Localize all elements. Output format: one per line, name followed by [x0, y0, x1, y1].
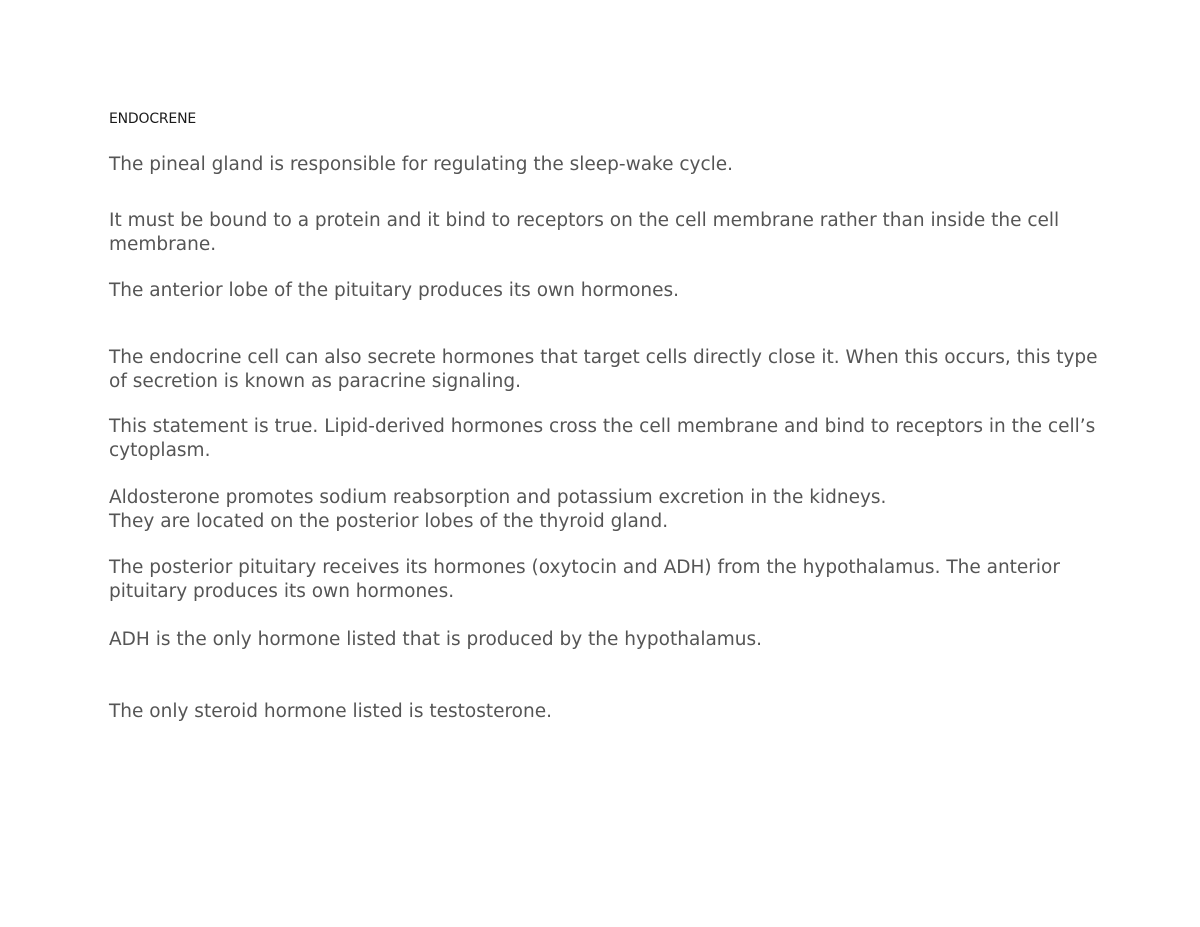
- answer-paragraph: Aldosterone promotes sodium reabsorption and potassium excretion in the kidneys.: [109, 487, 887, 508]
- answer-paragraph: This statement is true. Lipid-derived hormones cross the cell membrane and bind to receptors in the cell’s cytoplasm.: [109, 416, 1096, 461]
- answer-paragraph: ADH is the only hormone listed that is produced by the hypothalamus.: [109, 629, 763, 650]
- answer-paragraph: The endocrine cell can also secrete hormones that target cells directly close it. When this occurs, this type of secretion is known as paracrine signaling.: [109, 347, 1098, 392]
- answer-paragraph: The anterior lobe of the pituitary produces its own hormones.: [109, 280, 680, 301]
- answer-paragraph: The posterior pituitary receives its hormones (oxytocin and ADH) from the hypothalamus. The anterior pituitary produces its own hormones.: [109, 557, 1060, 602]
- answer-paragraph: The only steroid hormone listed is testosterone.: [109, 701, 552, 722]
- answer-paragraph: They are located on the posterior lobes of the thyroid gland.: [109, 511, 669, 532]
- answer-paragraph: The pineal gland is responsible for regulating the sleep-wake cycle.: [109, 154, 734, 175]
- answer-paragraph: It must be bound to a protein and it bind to receptors on the cell membrane rather than inside the cell membrane.: [109, 210, 1060, 255]
- document-heading: ENDOCRENE: [109, 111, 196, 127]
